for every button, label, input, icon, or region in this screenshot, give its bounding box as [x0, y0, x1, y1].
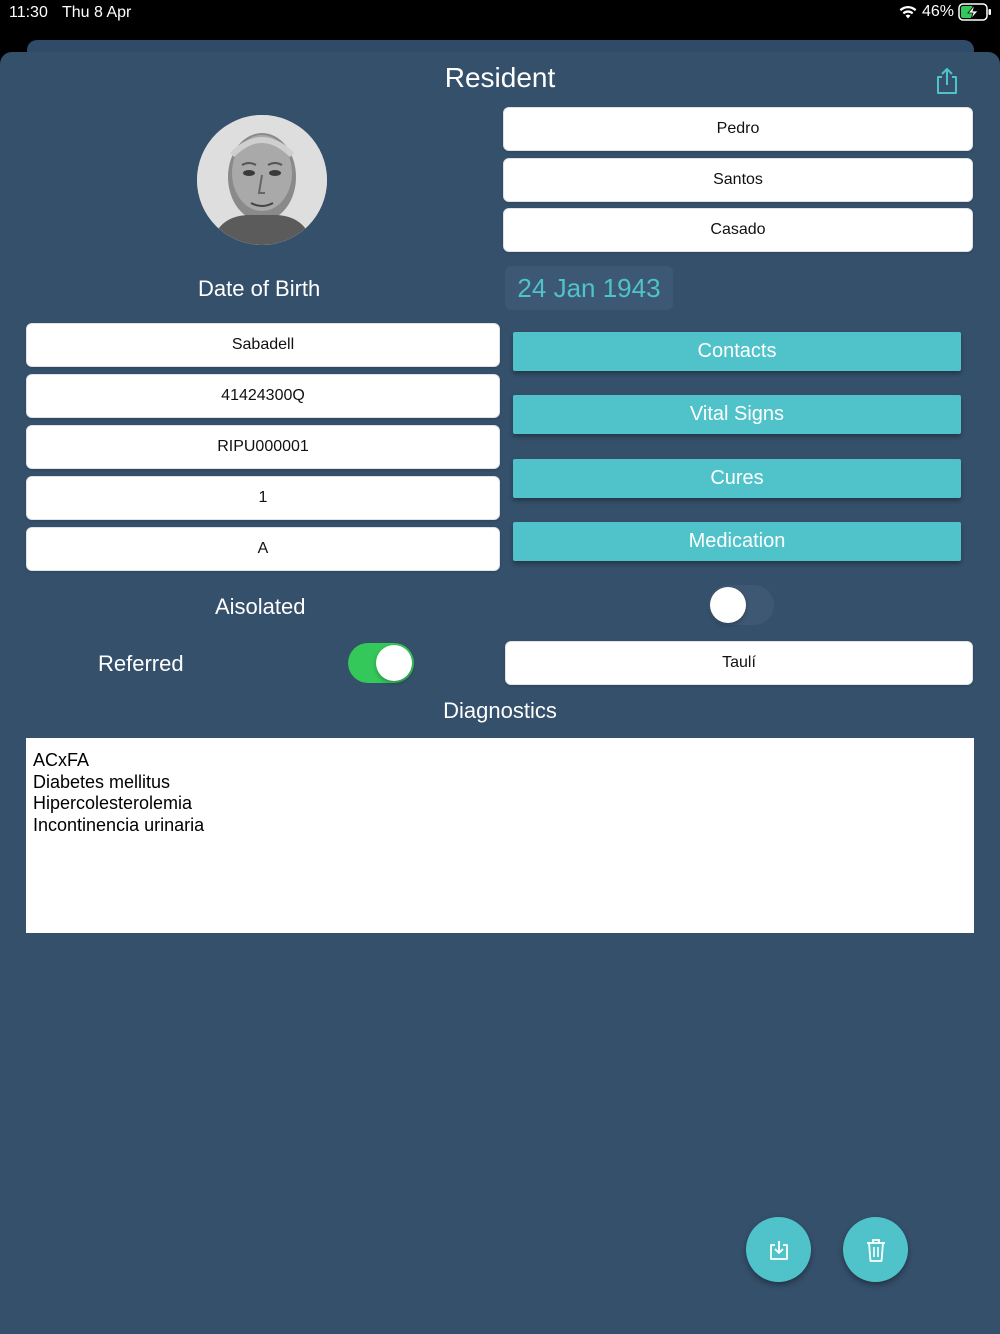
- aisolated-toggle[interactable]: [708, 585, 774, 625]
- dob-label: Date of Birth: [198, 276, 321, 301]
- resident-sheet: [0, 52, 1000, 1334]
- referred-toggle[interactable]: [348, 643, 414, 683]
- diagnostic-line: ACxFA: [33, 750, 90, 770]
- delete-button[interactable]: [843, 1217, 908, 1282]
- diagnostics-title: Diagnostics: [443, 698, 557, 723]
- diagnostic-line: Incontinencia urinaria: [33, 814, 205, 835]
- diagnostic-line: Hipercolesterolemia: [33, 793, 193, 813]
- contacts-button[interactable]: Contacts: [513, 332, 961, 371]
- status-date: Thu 8 Apr: [62, 4, 132, 21]
- battery-charging-icon: [958, 3, 992, 21]
- resident-photo[interactable]: [197, 115, 327, 245]
- page-title: Resident: [444, 62, 556, 93]
- bed-field[interactable]: A: [26, 527, 500, 571]
- trash-icon: [864, 1237, 888, 1263]
- city-field[interactable]: Sabadell: [26, 323, 500, 367]
- aisolated-label: Aisolated: [215, 594, 306, 619]
- diagnostic-line: Diabetes mellitus: [33, 771, 171, 792]
- first-name-field[interactable]: Pedro: [503, 107, 973, 151]
- diagnostics-textarea[interactable]: [26, 738, 974, 933]
- battery-percent: 46%: [921, 3, 954, 20]
- record-code-field[interactable]: RIPU000001: [26, 425, 500, 469]
- referred-label: Referred: [98, 651, 184, 676]
- save-button[interactable]: [746, 1217, 811, 1282]
- referred-hospital-field[interactable]: Taulí: [505, 641, 973, 685]
- cures-button[interactable]: Cures: [513, 459, 961, 498]
- second-last-name-field[interactable]: Casado: [503, 208, 973, 252]
- toggle-knob: [376, 645, 412, 681]
- share-icon: [933, 66, 961, 96]
- last-name-field[interactable]: Santos: [503, 158, 973, 202]
- save-icon: [767, 1238, 791, 1262]
- toggle-knob: [710, 587, 746, 623]
- status-indicators: [898, 3, 992, 21]
- status-bar: [0, 0, 1000, 30]
- medication-button[interactable]: Medication: [513, 522, 961, 561]
- vital-signs-button[interactable]: Vital Signs: [513, 395, 961, 434]
- wifi-icon: [898, 4, 918, 20]
- id-number-field[interactable]: 41424300Q: [26, 374, 500, 418]
- room-field[interactable]: 1: [26, 476, 500, 520]
- status-time: 11:30: [9, 4, 48, 21]
- dob-picker[interactable]: 24 Jan 1943: [505, 266, 673, 310]
- share-button[interactable]: [933, 66, 961, 96]
- portrait-image: [197, 115, 327, 245]
